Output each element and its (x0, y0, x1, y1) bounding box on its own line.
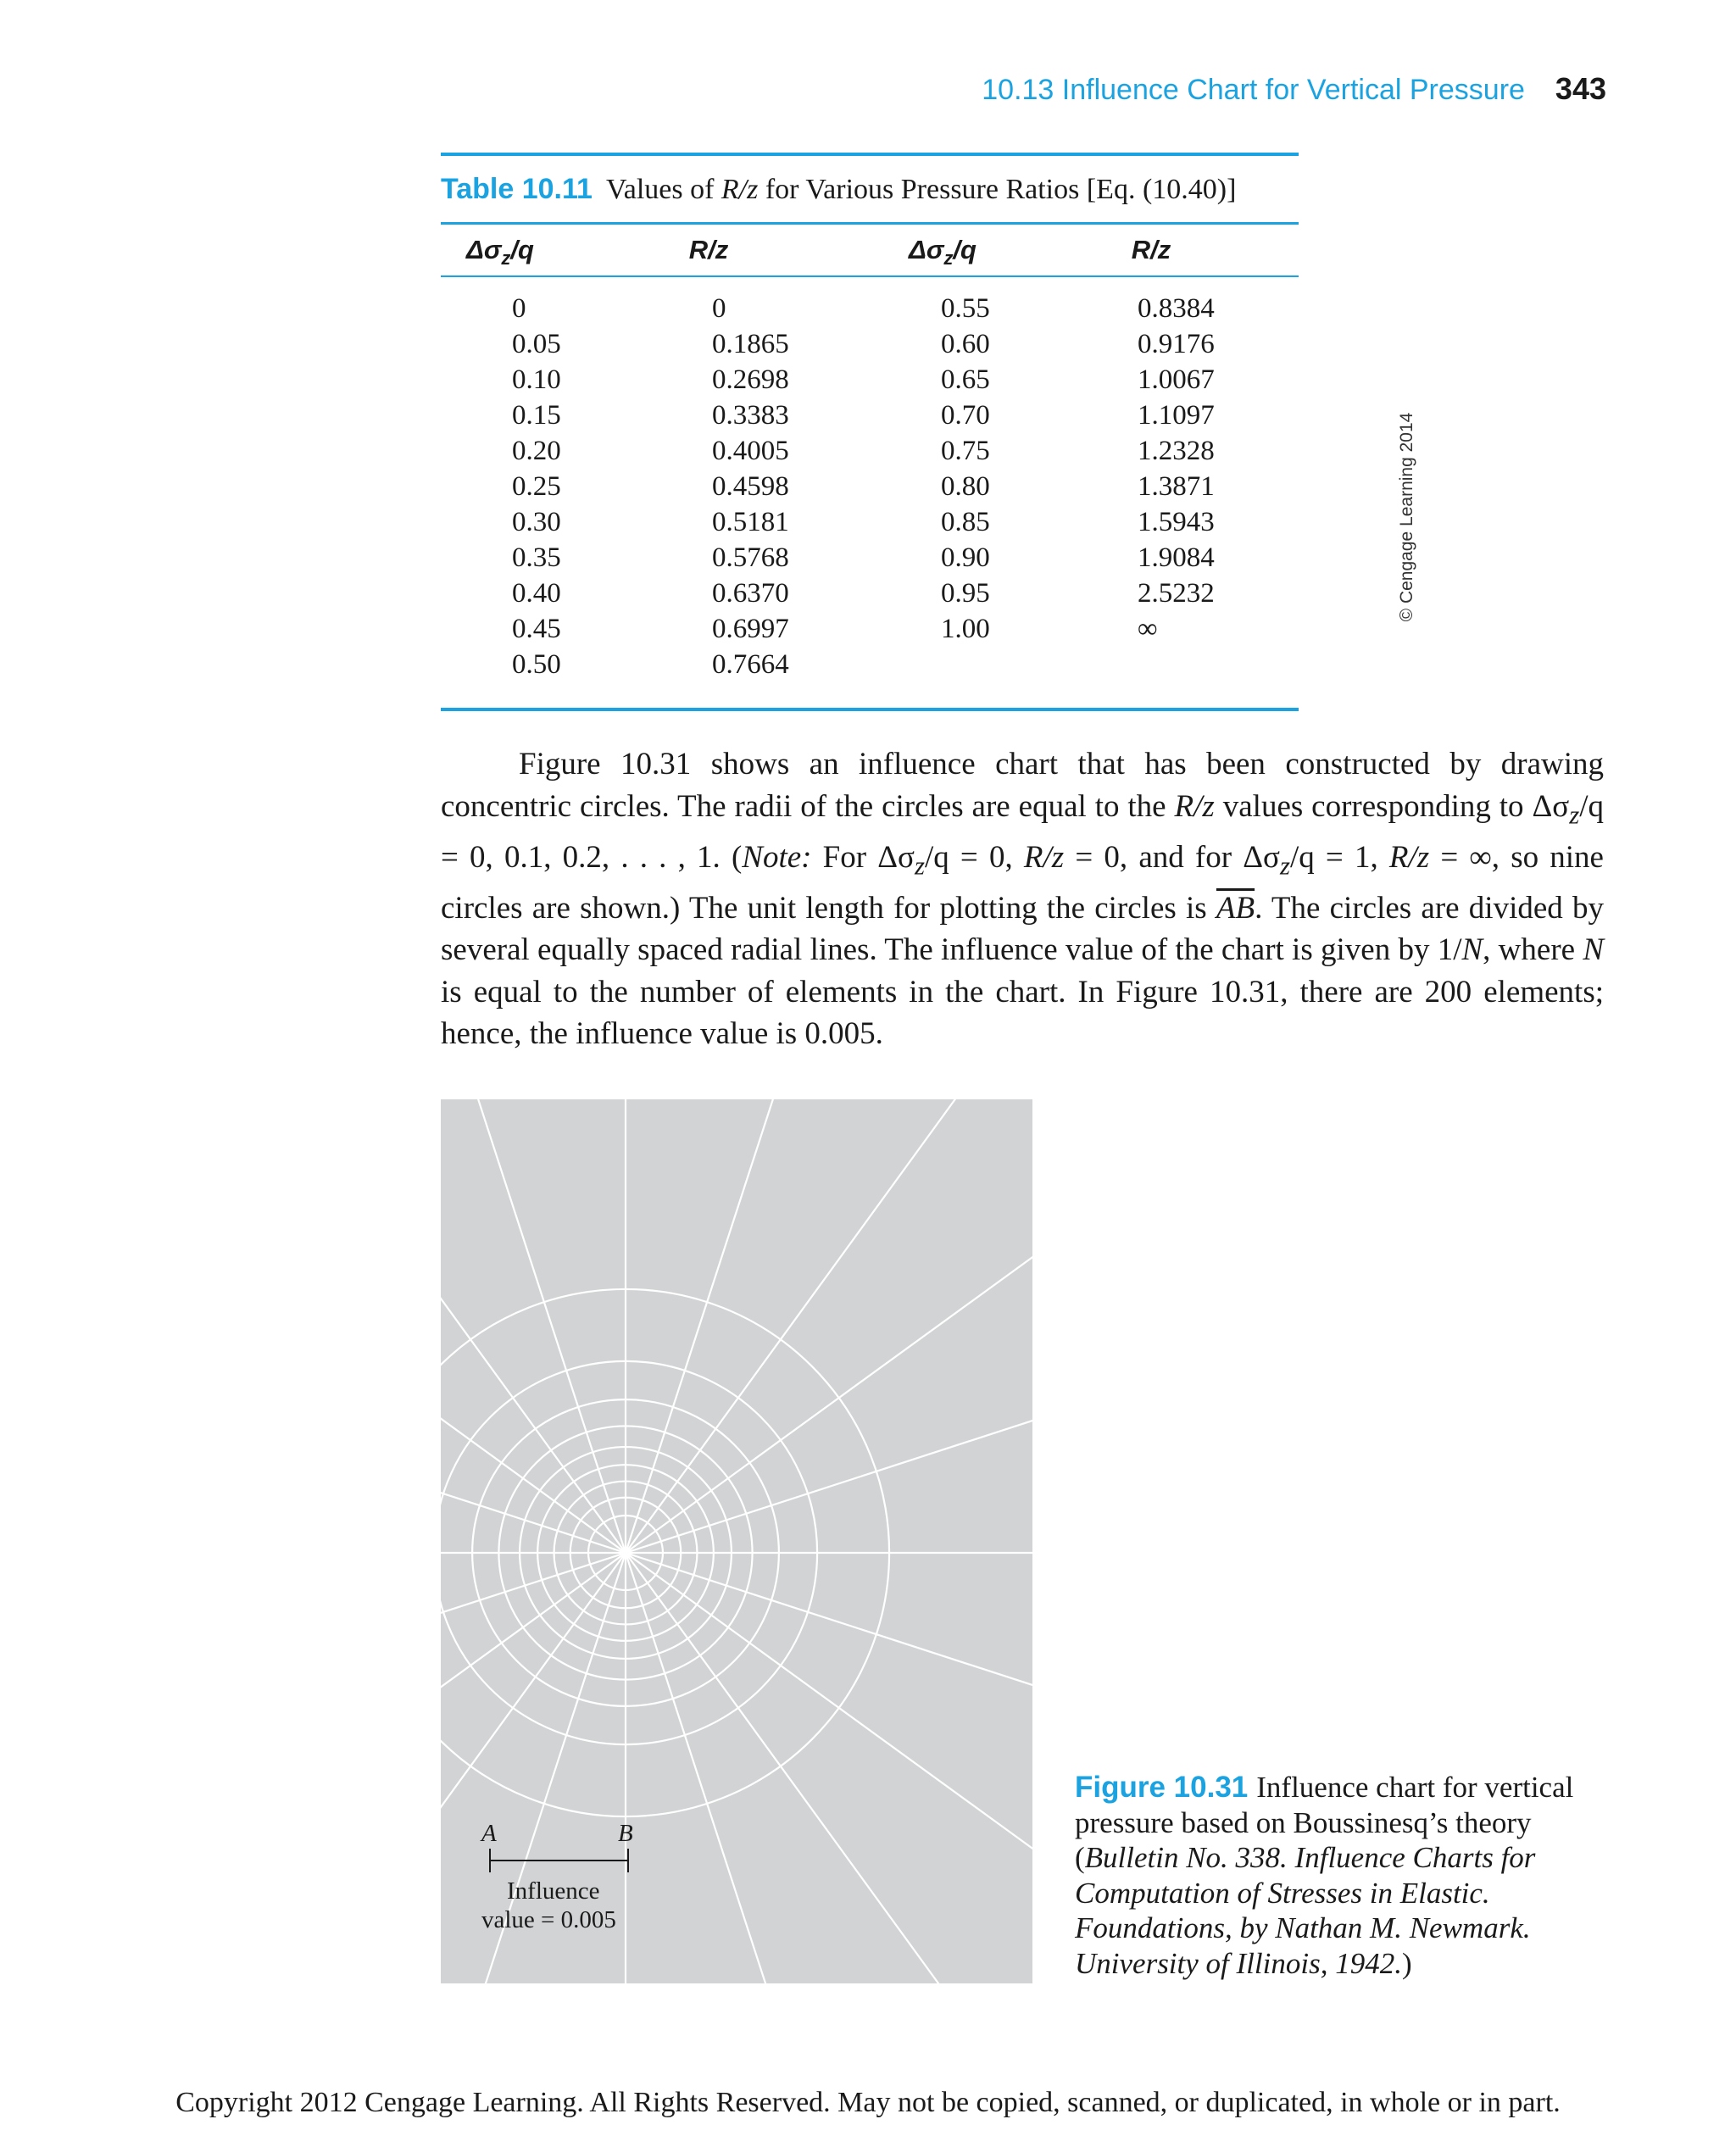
col-header-3: $\Delta\sigma_z/q$ (909, 235, 976, 270)
figure-caption-text: Influence chart for vertical pressure based on Boussinesq’s theory ( (1075, 1771, 1574, 1874)
table-cell: 0.65 (941, 364, 990, 395)
table-cell: 0.55 (941, 293, 990, 324)
col-header-1: $\Delta\sigma_z/q$ (466, 235, 534, 270)
para-text: . The circles are divided by several equally spaced radial lines. The influence value of the chart is given by 1/ (441, 890, 1604, 968)
table-cell: 0.95 (941, 578, 990, 609)
table-cell: 0.8384 (1138, 293, 1215, 324)
para-italic: R/z (1388, 839, 1430, 875)
para-text: /q = 0, 0.1, 0.2, . . . , 1. ( (441, 788, 1604, 875)
para-italic: N (1461, 932, 1483, 968)
table-cell: 1.9084 (1138, 542, 1215, 573)
table-cell: 0.3383 (712, 400, 789, 431)
table-column-1 (512, 291, 561, 682)
label-a: A (481, 1820, 497, 1847)
table-cell: 0.45 (512, 614, 561, 644)
influence-label-line2: value = 0.005 (481, 1906, 616, 1933)
table-cell: 0.75 (941, 436, 990, 466)
table-cell: 0 (512, 293, 526, 324)
table-body (441, 277, 1299, 708)
table-cell: 1.5943 (1138, 507, 1215, 537)
table-credit: © Cengage Learning 2014 (1397, 412, 1416, 622)
body-paragraph (441, 743, 1604, 1055)
radial-line (626, 1099, 1032, 1553)
table-title-italic: R/z (721, 174, 759, 205)
table-cell: 1.3871 (1138, 471, 1215, 502)
table-cell: 0.5181 (712, 507, 789, 537)
table-column-4 (1138, 291, 1215, 647)
para-text: , where (1483, 932, 1583, 968)
table-cell: 0.25 (512, 471, 561, 502)
table-cell: 2.5232 (1138, 578, 1215, 609)
figure-label: Figure 10.31 (1075, 1771, 1249, 1804)
table-cell: 0.60 (941, 329, 990, 359)
figure-caption-text: ) (1401, 1946, 1412, 1980)
table-caption (441, 156, 1299, 222)
table-cell: 0.6370 (712, 578, 789, 609)
para-text: Figure 10.31 shows an influence chart that has been constructed by drawing concentric circles. The radii of the circles are equal to the (441, 747, 1604, 824)
table-cell: 0.7664 (712, 649, 789, 680)
table-cell: ∞ (1138, 614, 1158, 644)
para-text: = 0, and for Δσ (1064, 839, 1280, 875)
influence-chart-figure (441, 1099, 1032, 1983)
radial-line (441, 1099, 626, 1553)
table-cell: 0.1865 (712, 329, 789, 359)
table-cell: 0.30 (512, 507, 561, 537)
figure-caption (1075, 1770, 1600, 1981)
para-subscript: z (1279, 850, 1290, 880)
table-column-2 (712, 291, 789, 682)
label-b: B (618, 1820, 633, 1847)
table-10-11 (441, 153, 1299, 711)
para-text: /q = 1, (1289, 839, 1389, 875)
para-subscript: z (914, 850, 925, 880)
table-cell: 1.0067 (1138, 364, 1215, 395)
para-italic: R/z (1023, 839, 1065, 875)
copyright-footer: Copyright 2012 Cengage Learning. All Rights Reserved. May not be copied, scanned, or duplicated, in whole or in part. (175, 2087, 1561, 2118)
radial-line (626, 1099, 1032, 1553)
table-cell: 0.05 (512, 329, 561, 359)
para-text: For Δσ (811, 839, 915, 875)
table-title-pre: Values of (605, 174, 721, 205)
radial-line (626, 1099, 1032, 1553)
table-cell: 1.2328 (1138, 436, 1215, 466)
para-italic: R/z (1174, 788, 1215, 824)
table-cell: 0.70 (941, 400, 990, 431)
running-header (848, 71, 1606, 107)
table-cell: 0.20 (512, 436, 561, 466)
table-cell: 1.00 (941, 614, 990, 644)
table-cell: 0.50 (512, 649, 561, 680)
figure-caption-italic: Bulletin No. 338. Influence Charts for Computation of Stresses in Elastic. Foundations, by Nathan M. Newmark. University of Illinois, 1942. (1075, 1841, 1536, 1980)
para-subscript: z (1569, 799, 1580, 829)
table-cell: 0.85 (941, 507, 990, 537)
para-italic: Note: (742, 839, 812, 875)
table-cell: 0.90 (941, 542, 990, 573)
para-text: /q = 0, (924, 839, 1024, 875)
table-cell: 0.4005 (712, 436, 789, 466)
table-cell: 0.35 (512, 542, 561, 573)
page-number: 343 (1555, 71, 1606, 106)
influence-label-line1: Influence (507, 1877, 600, 1905)
table-cell: 0.10 (512, 364, 561, 395)
para-overline: $\overline{AB}$ (1216, 890, 1255, 926)
table-cell: 0 (712, 293, 726, 324)
table-cell: 0.15 (512, 400, 561, 431)
para-text: = ∞, so nine circles are shown.) The unit length for plotting the circles is (441, 839, 1604, 926)
table-cell: 0.40 (512, 578, 561, 609)
col-header-4: R/z (1131, 235, 1171, 264)
table-cell: 1.1097 (1138, 400, 1215, 431)
para-text: is equal to the number of elements in the chart. In Figure 10.31, there are 200 elements; hence, the influence value is 0.005. (441, 974, 1604, 1052)
col-header-2: R/z (688, 235, 729, 264)
ab-scale-bar (441, 1844, 1032, 1877)
table-bottom-rule (441, 708, 1299, 711)
section-title: 10.13 Influence Chart for Vertical Pressure (982, 74, 1525, 106)
table-cell: 0.2698 (712, 364, 789, 395)
table-cell: 0.6997 (712, 614, 789, 644)
table-title-post: for Various Pressure Ratios [Eq. (10.40)] (758, 174, 1237, 205)
table-cell: 0.5768 (712, 542, 789, 573)
table-cell: 0.4598 (712, 471, 789, 502)
para-italic: N (1583, 932, 1604, 968)
radial-line (441, 1134, 626, 1553)
table-label: Table 10.11 (441, 173, 593, 205)
table-column-3 (941, 291, 990, 647)
para-text: values corresponding to Δσ (1214, 788, 1570, 824)
table-cell: 0.80 (941, 471, 990, 502)
table-cell: 0.9176 (1138, 329, 1215, 359)
table-column-headers (441, 225, 1299, 275)
